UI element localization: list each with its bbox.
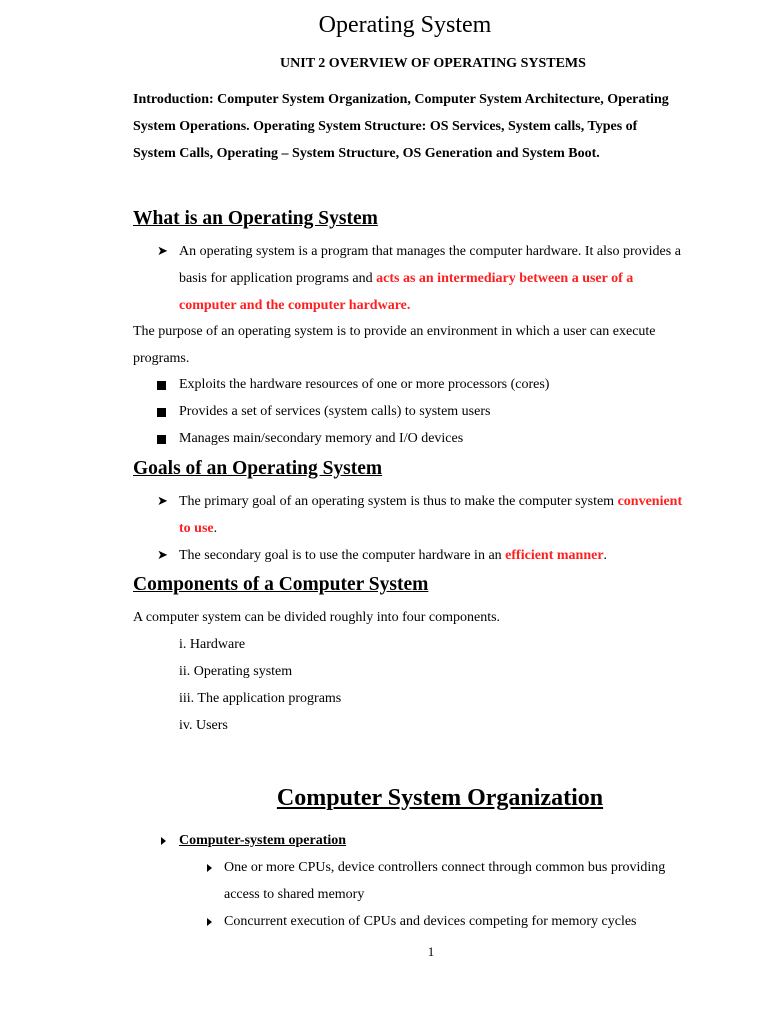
goal-1-highlight: convenient — [617, 494, 683, 509]
triangle-bullet-icon — [161, 837, 166, 845]
component-item: i. Hardware — [179, 637, 246, 652]
goal-1-highlight-2: to use — [179, 521, 214, 536]
goal-1-plain: The primary goal of an operating system is thus to make the computer system — [179, 494, 618, 509]
heading-computer-system-organization: Computer System Organization — [276, 785, 604, 811]
heading-what-is-os: What is an Operating System — [133, 208, 378, 229]
arrow-bullet-icon: ➤ — [157, 243, 168, 258]
heading-goals: Goals of an Operating System — [133, 458, 383, 479]
intro-line-3: System Calls, Operating – System Structure, OS Generation and System Boot. — [133, 146, 600, 161]
heading-components: Components of a Computer System — [133, 574, 429, 595]
goal-2-end: . — [603, 548, 608, 563]
purpose-line-1: The purpose of an operating system is to provide an environment in which a user can execute — [133, 324, 656, 339]
what-arrow-line-3: computer and the computer hardware. — [179, 298, 411, 313]
components-intro: A computer system can be divided roughly into four components. — [133, 610, 501, 625]
intro-line-1: Introduction: Computer System Organization, Computer System Architecture, Operating — [133, 92, 669, 107]
square-bullet-icon — [157, 381, 166, 390]
intro-line-2: System Operations. Operating System Structure: OS Services, System calls, Types of — [133, 119, 638, 134]
arrow-bullet-icon: ➤ — [157, 493, 168, 508]
square-bullet-icon — [157, 408, 166, 417]
triangle-bullet-icon — [207, 864, 212, 872]
what-arrow-line-1: An operating system is a program that manages the computer hardware. It also provides a — [179, 244, 681, 259]
what-arrow-line-2-highlight: acts as an intermediary between a user of a — [376, 271, 634, 286]
org-item-1-line-2: access to shared memory — [224, 887, 365, 902]
org-item-2: Concurrent execution of CPUs and devices competing for memory cycles — [224, 914, 637, 929]
org-item-1-line-1: One or more CPUs, device controllers connect through common bus providing — [224, 860, 666, 875]
component-item: iv. Users — [179, 718, 228, 733]
triangle-bullet-icon — [207, 918, 212, 926]
goal-1-line-2 — [179, 521, 217, 537]
bullet-item: Exploits the hardware resources of one or more processors (cores) — [179, 377, 550, 392]
goal-2-line — [179, 548, 607, 564]
purpose-line-2: programs. — [133, 351, 190, 366]
goal-2-highlight: efficient manner — [505, 548, 604, 563]
what-arrow-line-2 — [179, 271, 633, 287]
org-sub-heading: Computer-system operation — [179, 833, 347, 848]
page-number: 1 — [427, 944, 435, 959]
what-arrow-line-2-plain: basis for application programs and — [179, 271, 377, 286]
component-item: iii. The application programs — [179, 691, 342, 706]
bullet-item: Provides a set of services (system calls) to system users — [179, 404, 491, 419]
document-title: Operating System — [318, 12, 492, 38]
goal-1-end: . — [213, 521, 218, 536]
bullet-item: Manages main/secondary memory and I/O devices — [179, 431, 464, 446]
arrow-bullet-icon: ➤ — [157, 547, 168, 562]
goal-2-plain: The secondary goal is to use the computer hardware in an — [179, 548, 506, 563]
goal-1-line-1 — [179, 494, 682, 510]
component-item: ii. Operating system — [179, 664, 293, 679]
square-bullet-icon — [157, 435, 166, 444]
unit-heading: UNIT 2 OVERVIEW OF OPERATING SYSTEMS — [280, 56, 586, 71]
